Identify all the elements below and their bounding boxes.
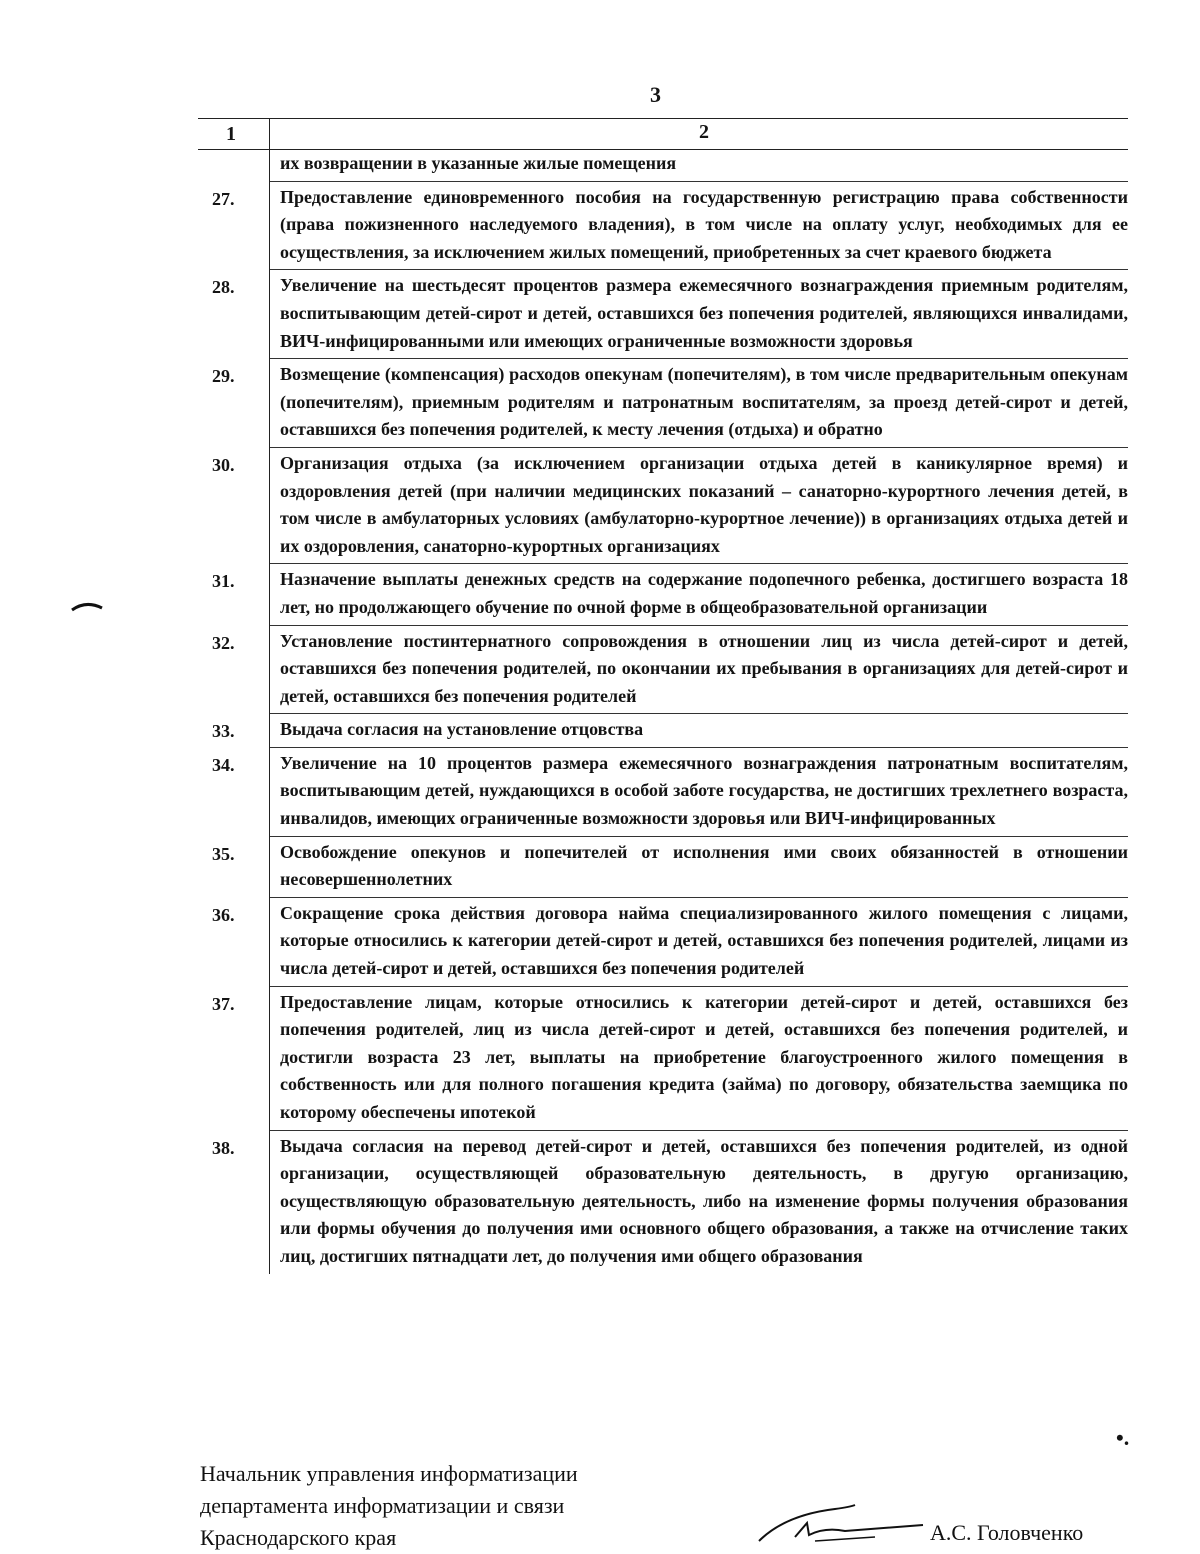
header-col-1: 1 [198,119,270,149]
table-row [198,714,1128,748]
row-text: Освобождение опекунов и попечителей от исполнения ими своих обязанностей в отношении несовершеннолетних [270,837,1128,898]
row-number: 36. [198,898,270,987]
row-number [198,150,270,182]
handwritten-signature [755,1497,925,1545]
table-row [198,564,1128,625]
row-number: 33. [198,714,270,748]
table-row [198,1131,1128,1274]
signature-block [200,1458,578,1554]
row-text: Увеличение на 10 процентов размера ежемесячного вознаграждения патронатным воспитателям, воспитывающим детей, нуждающихся в особой заботе государства, не достигших трехлетнего возраста, инвалидов, имеющих ограниченные возможности здоровья или ВИЧ-инфицированных [270,748,1128,837]
page-number: 3 [650,82,661,107]
table-row [198,898,1128,987]
row-text: Возмещение (компенсация) расходов опекунам (попечителям), в том числе предварительным опекунам (попечителям), приемным родителям и патронатным воспитателям, за проезд детей-сирот и детей, оставшихся без попечения родителей, к месту лечения (отдыха) и обратно [270,359,1128,448]
row-number: 31. [198,564,270,625]
scan-mark-icon [70,600,104,614]
row-text: их возвращении в указанные жилые помещения [270,150,1128,182]
table-row [198,837,1128,898]
row-text: Предоставление единовременного пособия на государственную регистрацию права собственности (права пожизненного наследуемого владения), в том числе на оплату услуг, необходимых для ее осуществления, за исключением жилых помещений, приобретенных за счет краевого бюджета [270,182,1128,271]
row-number: 37. [198,987,270,1131]
row-number: 28. [198,270,270,359]
scan-dots-icon: •. [1116,1425,1130,1450]
table-row [198,270,1128,359]
signer-position-line2: департамента информатизации и связи [200,1493,565,1518]
row-text: Увеличение на шестьдесят процентов размера ежемесячного вознаграждения приемным родителям, воспитывающим детей-сирот и детей, оставшихся без попечения родителей, являющихся инвалидами, ВИЧ-инфицированными или имеющих ограниченные возможности здоровья [270,270,1128,359]
table-row [198,182,1128,271]
table-row [198,448,1128,564]
row-number: 32. [198,626,270,715]
header-col-2: 2 [699,121,709,143]
row-text: Выдача согласия на перевод детей-сирот и детей, оставшихся без попечения родителей, из одной организации, осуществляющей образовательную деятельность, в другую организацию, осуществляющую образовательную деятельность, либо на изменение формы получения образования или формы обучения до получения ими основного общего образования, а также на отчисление таких лиц, достигших пятнадцати лет, до получения ими общего образования [280,1135,1128,1266]
services-table [198,118,1128,1274]
table-row [198,626,1128,715]
signer-position-line3: Краснодарского края [200,1525,397,1550]
table-row-continuation [198,150,1128,182]
row-number: 34. [198,748,270,837]
row-number: 29. [198,359,270,448]
row-text: Сокращение срока действия договора найма специализированного жилого помещения с лицами, которые относились к категории детей-сирот и детей, оставшихся без попечения родителей, лицами из числа детей-сирот и детей, оставшихся без попечения родителей [270,898,1128,987]
row-text: Организация отдыха (за исключением организации отдыха детей в каникулярное время) и оздоровления детей (при наличии медицинских показаний – санаторно-курортного лечения детей, в том числе в амбулаторных условиях (амбулаторно-курортное лечение)) в организациях отдыха детей и их оздоровления, санаторно-курортных организациях [270,448,1128,564]
row-text: Назначение выплаты денежных средств на содержание подопечного ребенка, достигшего возраста 18 лет, но продолжающего обучение по очной форме в общеобразовательной организации [270,564,1128,625]
row-text: Предоставление лицам, которые относились к категории детей-сирот и детей, оставшихся без попечения родителей, лиц из числа детей-сирот и детей, оставшихся без попечения родителей, и достигли возраста 23 лет, выплаты на приобретение благоустроенного жилого помещения в собственность или для полного погашения кредита (займа) по договору, обязательства заемщика по которому обеспечены ипотекой [270,987,1128,1131]
row-number: 30. [198,448,270,564]
row-number: 38. [198,1131,270,1274]
row-text: Выдача согласия на установление отцовства [270,714,1128,748]
row-number: 35. [198,837,270,898]
row-number: 27. [198,182,270,271]
signer-position-line1: Начальник управления информатизации [200,1461,578,1486]
table-row [198,359,1128,448]
table-row [198,987,1128,1131]
row-text: Установление постинтернатного сопровождения в отношении лиц из числа детей-сирот и детей, оставшихся без попечения родителей, по окончании их пребывания в организациях для детей-сирот и детей, оставшихся без попечения родителей [270,626,1128,715]
table-header-row [198,118,1128,150]
signer-name: А.С. Головченко [930,1520,1084,1545]
table-row [198,748,1128,837]
